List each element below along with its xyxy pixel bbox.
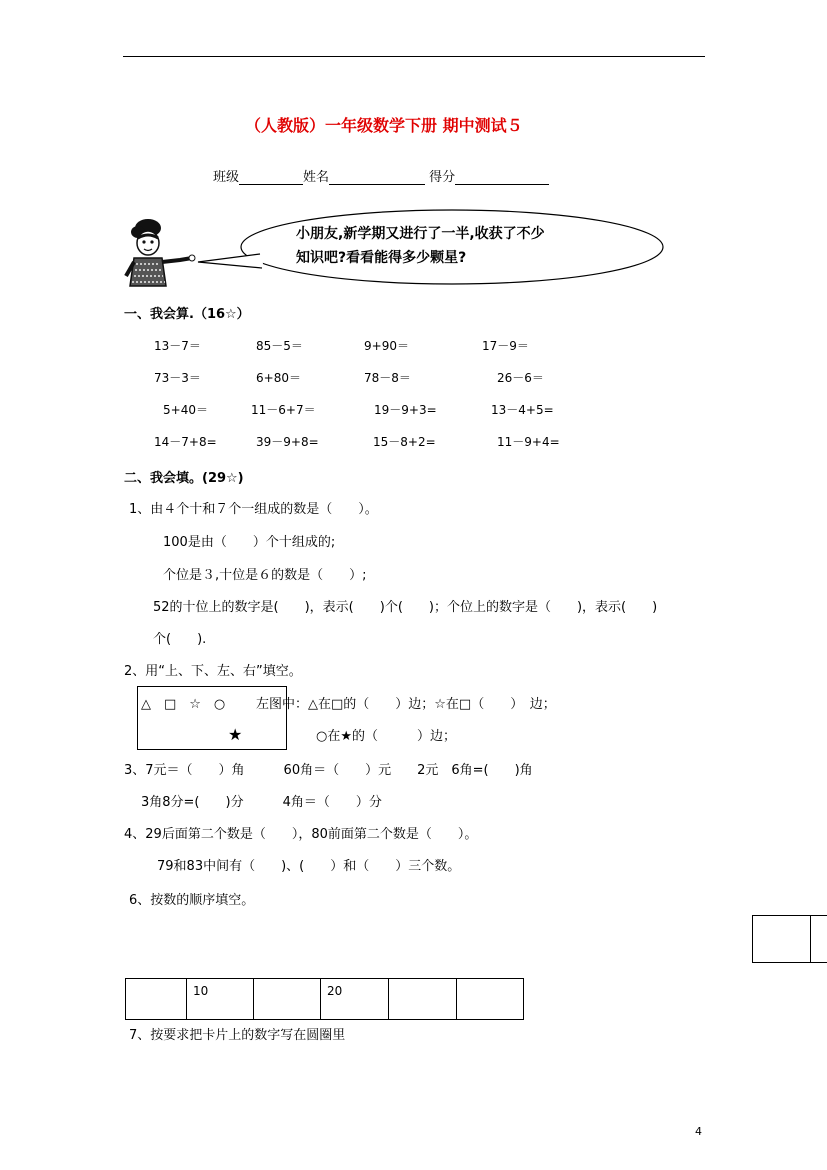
question-4-a: 4、29后面第二个数是（ ），80前面第二个数是（ ）。 xyxy=(124,827,478,842)
calc-item: 9+90＝ xyxy=(364,339,409,353)
question-2: 2、用“上、下、左、右”填空。 xyxy=(124,664,302,679)
calc-item: 19－9+3= xyxy=(374,403,437,417)
calc-item: 14－7+8= xyxy=(154,435,217,449)
name-label: 姓名 xyxy=(303,170,330,185)
question-2-line-1: 左图中：△在□的（ ）边；☆在□（ ） 边； xyxy=(256,697,556,712)
calc-item: 15－8+2= xyxy=(373,435,436,449)
name-blank[interactable] xyxy=(329,170,425,185)
page-title: （人教版）一年级数学下册 期中测试５ xyxy=(245,116,523,135)
calc-item: 6+80＝ xyxy=(256,371,301,385)
question-1-c: 个位是３,十位是６的数是（ ）; xyxy=(163,568,367,583)
sequence-cell: 20 xyxy=(320,978,389,1020)
question-1-d: 52的十位上的数字是( )，表示( )个( )；个位上的数字是（ )，表示( ) xyxy=(153,600,658,615)
calc-item: 11－6+7＝ xyxy=(251,403,316,417)
question-4-b: 79和83中间有（ )、( ）和（ ）三个数。 xyxy=(157,859,461,874)
calc-item: 26－6＝ xyxy=(497,371,544,385)
calc-item: 39－9+8= xyxy=(256,435,319,449)
bubble-line-1: 小朋友,新学期又进行了一半,收获了不少 xyxy=(296,226,545,242)
question-1-e: 个( ). xyxy=(153,632,207,647)
sequence-cell: 10 xyxy=(186,978,254,1020)
student-info-line xyxy=(213,166,549,185)
sequence-cell[interactable] xyxy=(388,978,457,1020)
class-label: 班级 xyxy=(213,170,240,185)
question-1-b: 100是由（ ）个十组成的; xyxy=(163,535,336,550)
score-box-divider xyxy=(810,915,811,963)
bubble-line-2: 知识吧?看看能得多少颗星? xyxy=(296,250,467,266)
question-1-a: 1、由４个十和７个一组成的数是（ ）。 xyxy=(129,502,378,517)
calc-item: 17－9＝ xyxy=(482,339,529,353)
calc-item: 5+40＝ xyxy=(163,403,208,417)
header-rule xyxy=(123,56,705,57)
calc-item: 73－3＝ xyxy=(154,371,201,385)
question-3-b: 3角8分=( )分 4角＝（ ）分 xyxy=(141,795,382,810)
section1-heading: 一、我会算.（16☆） xyxy=(124,307,250,322)
question-7: 7、按要求把卡片上的数字写在圆圈里 xyxy=(129,1028,346,1043)
score-blank[interactable] xyxy=(455,170,549,185)
sequence-cell[interactable] xyxy=(125,978,187,1020)
question-2-line-2: ○在★的（ ）边； xyxy=(316,729,456,744)
calc-item: 13－4+5= xyxy=(491,403,554,417)
calc-item: 13－7＝ xyxy=(154,339,201,353)
question-6: 6、按数的顺序填空。 xyxy=(129,893,255,908)
calc-item: 11－9+4= xyxy=(497,435,560,449)
calc-item: 85－5＝ xyxy=(256,339,303,353)
sequence-cell[interactable] xyxy=(253,978,321,1020)
score-label: 得分 xyxy=(429,170,456,185)
section2-heading: 二、我会填。(29☆) xyxy=(124,471,244,486)
score-box xyxy=(752,915,827,963)
sequence-cell[interactable] xyxy=(456,978,524,1020)
girl-illustration xyxy=(118,210,198,290)
class-blank[interactable] xyxy=(239,170,303,185)
page-number: 4 xyxy=(695,1125,702,1138)
shapes-row: △ □ ☆ ○ xyxy=(141,697,226,712)
question-3-a: 3、7元＝（ ）角 60角＝（ ）元 2元 6角=( )角 xyxy=(124,763,533,778)
star-icon: ★ xyxy=(228,725,243,744)
calc-item: 78－8＝ xyxy=(364,371,411,385)
